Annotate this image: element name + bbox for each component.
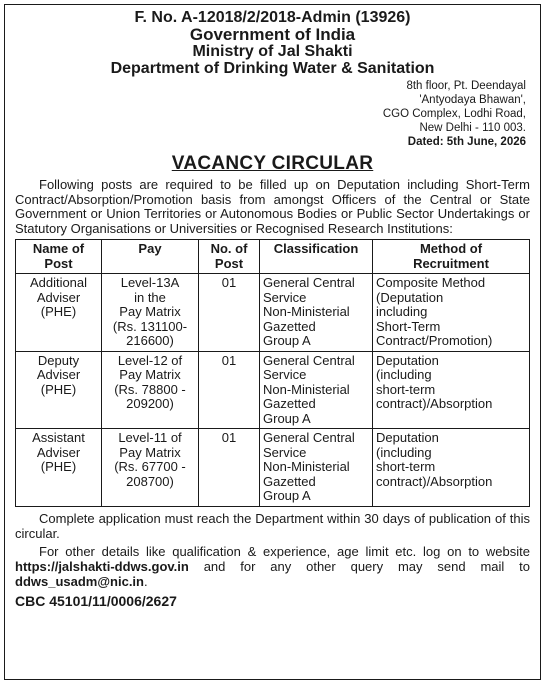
table-row — [16, 274, 530, 352]
recruitment-method-cell: Deputation (including short-term contract)/Absorption — [373, 351, 530, 429]
document-header — [15, 9, 530, 77]
classification-cell: General Central Service Non-Ministerial Gazetted Group A — [260, 351, 373, 429]
classification-cell: General Central Service Non-Ministerial Gazetted Group A — [260, 274, 373, 352]
file-number: F. No. A-12018/2/2018-Admin (13926) — [134, 9, 411, 26]
vacancy-table — [15, 239, 530, 507]
post-count-cell: 01 — [199, 429, 260, 507]
intro-text: Following posts are required to be filled up on Deputation including Short-Term Contract/Absorption/Promotion basis from amongst Officers of the Central or State Government or Union Territories or Autonomous Bodies or Public Sector Undertakings or Statutory Organisations or Universities or Recognised Research Institutions: — [15, 177, 530, 236]
contact-paragraph — [15, 544, 530, 589]
table-header-row — [16, 240, 530, 274]
vacancy-circular-document — [4, 4, 541, 680]
contact-text-intro: For other details like qualification & experience, age limit etc. log on to website — [39, 543, 530, 559]
intro-paragraph — [15, 178, 530, 236]
address-line: New Delhi - 110 003. — [419, 122, 526, 134]
address-line: 'Antyodaya Bhawan', — [419, 94, 526, 106]
department-name: Department of Drinking Water & Sanitation — [110, 60, 435, 77]
column-header-classification: Classification — [260, 240, 373, 274]
website-link[interactable]: https://jalshakti-ddws.gov.in — [15, 558, 189, 574]
circular-title: VACANCY CIRCULAR — [171, 153, 374, 174]
post-name-cell: Deputy Adviser (PHE) — [16, 351, 102, 429]
pay-cell: Level-12 of Pay Matrix (Rs. 78800 - 209200) — [102, 351, 199, 429]
classification-cell: General Central Service Non-Ministerial Gazetted Group A — [260, 429, 373, 507]
column-header-pay: Pay — [102, 240, 199, 274]
ministry-name: Ministry of Jal Shakti — [192, 43, 353, 60]
post-count-cell: 01 — [199, 274, 260, 352]
column-header-method-of-recruitment: Method of Recruitment — [373, 240, 530, 274]
office-address — [15, 79, 530, 149]
application-deadline-paragraph — [15, 511, 530, 541]
government-name: Government of India — [189, 25, 356, 44]
contact-text-end: . — [143, 573, 148, 589]
email-link[interactable]: ddws_usadm@nic.in — [15, 573, 144, 589]
table-row — [16, 429, 530, 507]
recruitment-method-cell: Composite Method (Deputation including Short-Term Contract/Promotion) — [373, 274, 530, 352]
cbc-reference: CBC 45101/11/0006/2627 — [15, 592, 177, 609]
table-row — [16, 351, 530, 429]
address-line: 8th floor, Pt. Deendayal — [406, 80, 526, 92]
pay-cell: Level-13A in the Pay Matrix (Rs. 131100- 216600) — [102, 274, 199, 352]
pay-cell: Level-11 of Pay Matrix (Rs. 67700 - 208700) — [102, 429, 199, 507]
post-name-cell: Additional Adviser (PHE) — [16, 274, 102, 352]
issue-date: Dated: 5th June, 2026 — [407, 136, 526, 148]
post-count-cell: 01 — [199, 351, 260, 429]
column-header-no-of-post: No. of Post — [199, 240, 260, 274]
recruitment-method-cell: Deputation (including short-term contract)/Absorption — [373, 429, 530, 507]
deadline-text: Complete application must reach the Department within 30 days of publication of this circular. — [15, 510, 530, 541]
address-line: CGO Complex, Lodhi Road, — [382, 108, 526, 120]
contact-text-middle: and for any other query may send mail to — [188, 558, 530, 574]
post-name-cell: Assistant Adviser (PHE) — [16, 429, 102, 507]
column-header-name-of-post: Name of Post — [16, 240, 102, 274]
